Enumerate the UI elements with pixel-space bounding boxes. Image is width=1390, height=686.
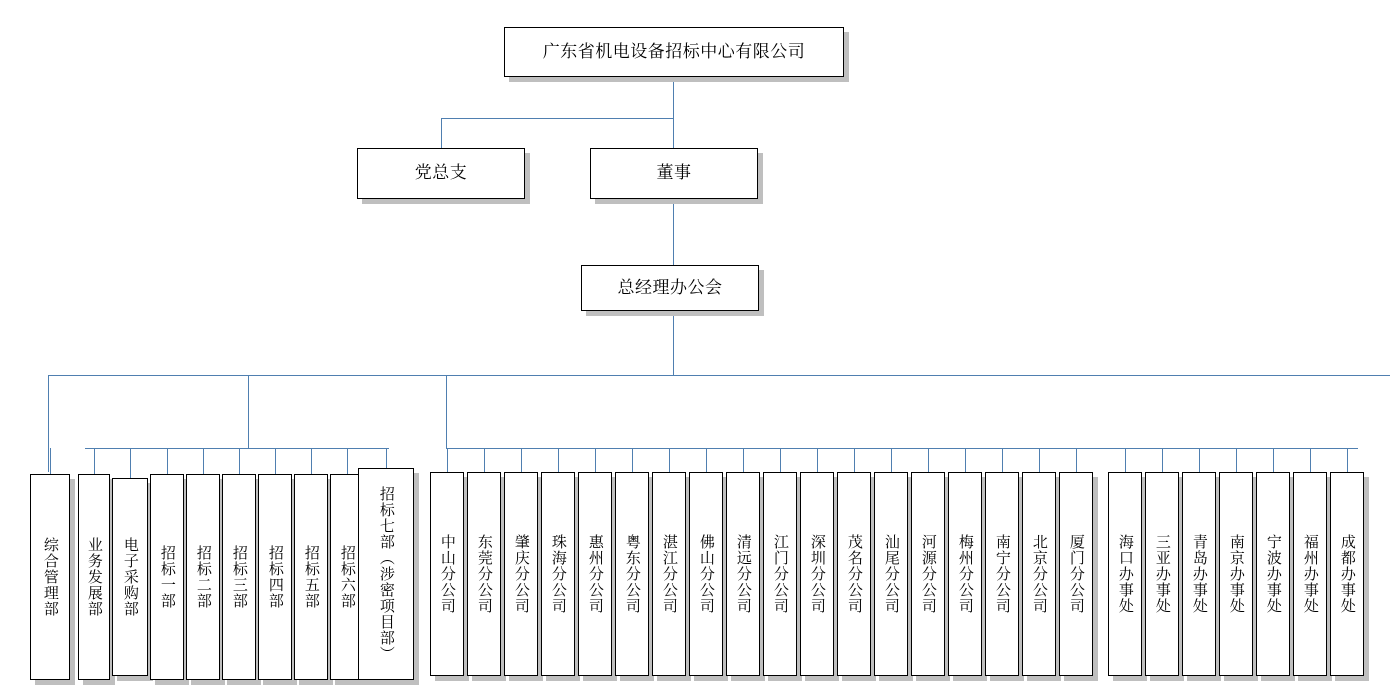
connector-node-office-1 [1125,448,1126,472]
node-root[interactable] [504,27,844,77]
node-branch-12-label: 茂名分公司 [845,534,863,614]
connector-department-1 [50,448,51,474]
node-branch-6[interactable] [615,472,649,676]
node-department-2-label: 业务发展部 [85,537,103,617]
connector-node-office-7 [1347,448,1348,472]
connector-department-9 [347,448,348,474]
connector-main-bus [48,375,1390,376]
node-branch-18[interactable] [1059,472,1093,676]
node-office-7[interactable] [1330,472,1364,676]
node-department-3[interactable] [112,478,148,676]
connector-root-horizontal [441,118,674,119]
node-party-branch-label: 党总支 [414,163,468,183]
node-department-10[interactable] [358,468,414,680]
node-department-8[interactable] [294,474,328,680]
node-branch-1-label: 中山分公司 [438,534,456,614]
node-department-9-label: 招标六部 [338,545,356,609]
connector-node-branch-14 [928,448,929,472]
node-department-2[interactable] [78,474,110,680]
node-office-1[interactable] [1108,472,1142,676]
connector-department-8 [311,448,312,474]
node-branch-1[interactable] [430,472,464,676]
connector-node-branch-15 [965,448,966,472]
connector-root-down [673,77,674,118]
node-department-1-label: 综合管理部 [41,537,59,617]
connector-department-4 [167,448,168,474]
node-branch-2-label: 东莞分公司 [475,534,493,614]
connector-node-branch-8 [706,448,707,472]
connector-node-branch-9 [743,448,744,472]
connector-node-branch-1 [447,448,448,472]
node-root-label: 广东省机电设备招标中心有限公司 [542,41,806,61]
node-branch-4[interactable] [541,472,575,676]
node-branch-16-label: 南宁分公司 [993,534,1011,614]
connector-gm-down [673,311,674,375]
connector-node-branch-17 [1039,448,1040,472]
connector-node-branch-4 [558,448,559,472]
node-branch-7[interactable] [652,472,686,676]
connector-party-down [441,118,442,148]
node-department-5-label: 招标二部 [194,545,212,609]
node-department-6[interactable] [222,474,256,680]
node-branch-9[interactable] [726,472,760,676]
node-branch-17-label: 北京分公司 [1030,534,1048,614]
node-department-4-label: 招标一部 [158,545,176,609]
connector-node-branch-16 [1002,448,1003,472]
node-branch-11[interactable] [800,472,834,676]
connector-department-6 [239,448,240,474]
node-gm-office-label: 总经理办公会 [617,277,723,297]
node-office-2[interactable] [1145,472,1179,676]
node-branch-17[interactable] [1022,472,1056,676]
node-department-3-label: 电子采购部 [121,537,139,617]
node-director-label: 董事 [656,163,692,183]
node-party-branch[interactable] [357,148,525,199]
node-department-1[interactable] [30,474,70,680]
node-office-6-label: 福州办事处 [1301,534,1319,614]
node-department-6-label: 招标三部 [230,545,248,609]
node-branch-2[interactable] [467,472,501,676]
node-branch-8-label: 佛山分公司 [697,534,715,614]
connector-node-office-2 [1162,448,1163,472]
connector-branch-bus [446,448,1358,449]
connector-node-office-6 [1310,448,1311,472]
connector-node-branch-2 [484,448,485,472]
node-branch-12[interactable] [837,472,871,676]
node-branch-3[interactable] [504,472,538,676]
node-branch-4-label: 珠海分公司 [549,534,567,614]
node-branch-5[interactable] [578,472,612,676]
connector-department-5 [203,448,204,474]
node-branch-3-label: 肇庆分公司 [512,534,530,614]
connector-node-branch-3 [521,448,522,472]
node-branch-15[interactable] [948,472,982,676]
node-office-7-label: 成都办事处 [1338,534,1356,614]
node-branch-16[interactable] [985,472,1019,676]
node-branch-13[interactable] [874,472,908,676]
node-branch-18-label: 厦门分公司 [1067,534,1085,614]
node-branch-13-label: 汕尾分公司 [882,534,900,614]
connector-node-branch-13 [891,448,892,472]
connector-department-7 [275,448,276,474]
node-office-3-label: 青岛办事处 [1190,534,1208,614]
node-department-8-label: 招标五部 [302,545,320,609]
connector-node-branch-11 [817,448,818,472]
connector-node-branch-12 [854,448,855,472]
connector-node-branch-10 [780,448,781,472]
node-branch-5-label: 惠州分公司 [586,534,604,614]
node-branch-14[interactable] [911,472,945,676]
connector-node-office-4 [1236,448,1237,472]
connector-dept-left-drop [48,375,49,472]
node-department-7-label: 招标四部 [266,545,284,609]
node-branch-6-label: 粤东分公司 [623,534,641,614]
node-office-3[interactable] [1182,472,1216,676]
node-director[interactable] [590,148,758,199]
connector-node-branch-5 [595,448,596,472]
node-department-5[interactable] [186,474,220,680]
connector-dept-mid-drop [248,375,249,448]
node-department-7[interactable] [258,474,292,680]
node-office-5-label: 宁波办事处 [1264,534,1282,614]
connector-node-branch-7 [669,448,670,472]
node-branch-10[interactable] [763,472,797,676]
node-branch-14-label: 河源分公司 [919,534,937,614]
connector-node-office-5 [1273,448,1274,472]
node-office-1-label: 海口办事处 [1116,534,1134,614]
node-office-2-label: 三亚办事处 [1153,534,1171,614]
connector-department-2 [94,448,95,474]
connector-director-down [673,118,674,148]
connector-node-branch-18 [1076,448,1077,472]
node-branch-7-label: 湛江分公司 [660,534,678,614]
connector-branch-left-drop [446,375,447,448]
connector-department-3 [130,448,131,478]
node-gm-office[interactable] [581,265,759,311]
node-office-5[interactable] [1256,472,1290,676]
node-office-4[interactable] [1219,472,1253,676]
node-office-4-label: 南京办事处 [1227,534,1245,614]
node-branch-8[interactable] [689,472,723,676]
node-department-10-label: 招标七部（涉密项目部） [377,486,395,662]
node-department-4[interactable] [150,474,184,680]
connector-node-branch-6 [632,448,633,472]
node-branch-15-label: 梅州分公司 [956,534,974,614]
connector-node-office-3 [1199,448,1200,472]
connector-director-to-gm [673,199,674,265]
node-branch-11-label: 深圳分公司 [808,534,826,614]
node-office-6[interactable] [1293,472,1327,676]
node-branch-9-label: 清远分公司 [734,534,752,614]
node-branch-10-label: 江门分公司 [771,534,789,614]
connector-department-10 [386,448,387,468]
